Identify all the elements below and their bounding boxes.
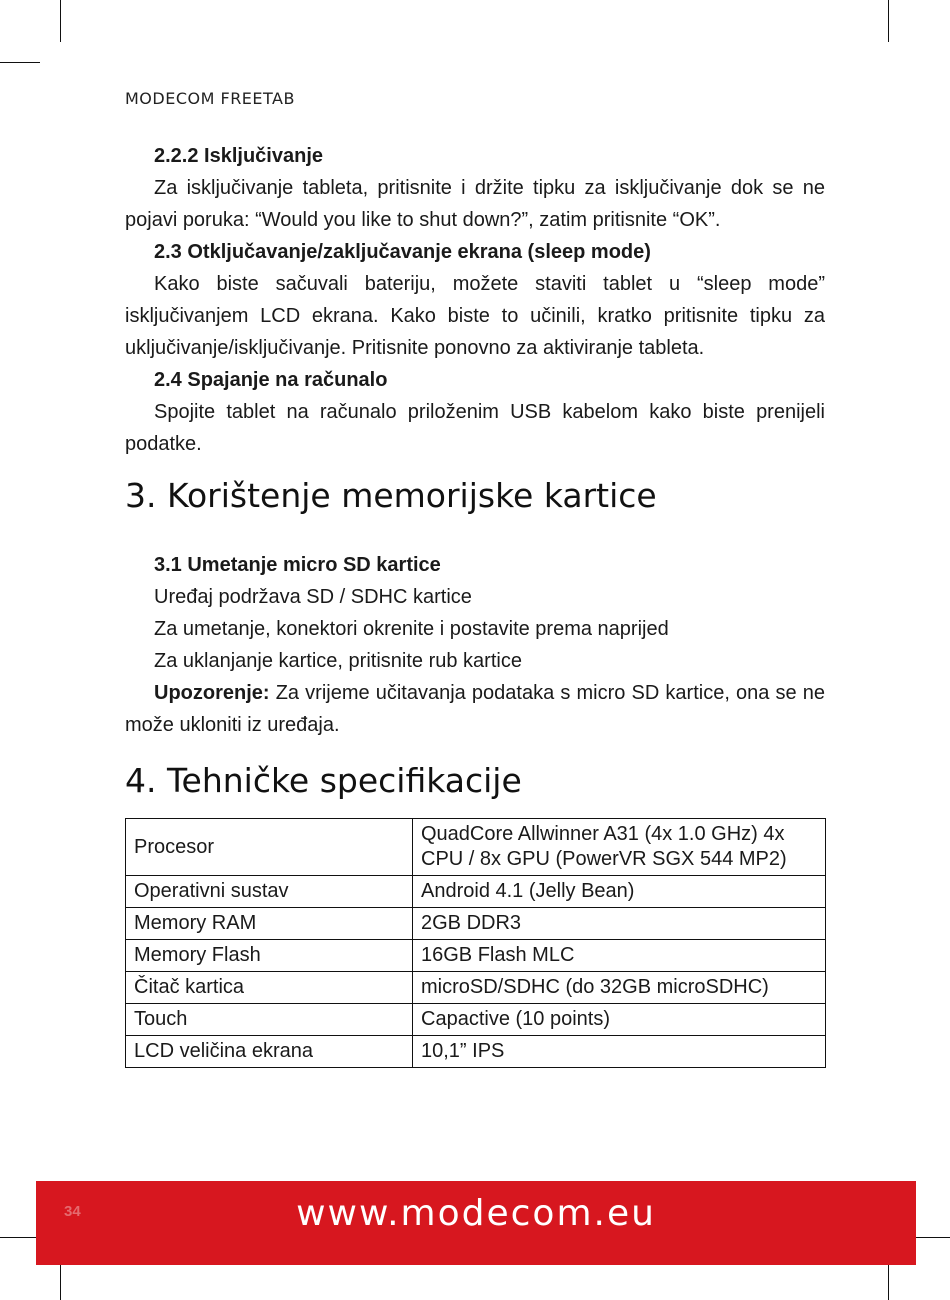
spec-key: Memory Flash xyxy=(126,940,413,972)
section-2-3-text: Kako biste sačuvali bateriju, možete staviti tablet u “sleep mode” isključivanjem LCD ekrana. Kako biste to učinili, kratko pritisnite tipku za uključivanje/isključivanje. Pritisnite ponovno za aktiviranje tableta. xyxy=(125,273,825,359)
section-3-1-title: 3.1 Umetanje micro SD kartice xyxy=(154,554,441,576)
section-4-heading: 4. Tehničke specifikacije xyxy=(125,761,522,800)
section-3-1-line: Za umetanje, konektori okrenite i postavite prema naprijed xyxy=(154,618,669,640)
spec-key: Operativni sustav xyxy=(126,876,413,908)
table-row xyxy=(126,819,826,876)
spec-value: 2GB DDR3 xyxy=(413,908,826,940)
warning-label: Upozorenje: xyxy=(154,682,270,704)
spec-value: 16GB Flash MLC xyxy=(413,940,826,972)
table-row xyxy=(126,972,826,1004)
table-row xyxy=(126,908,826,940)
spec-key: LCD veličina ekrana xyxy=(126,1036,413,1068)
spec-value: QuadCore Allwinner A31 (4x 1.0 GHz) 4x CPU / 8x GPU (PowerVR SGX 544 MP2) xyxy=(413,819,826,876)
table-row xyxy=(126,1004,826,1036)
section-3-1-line: Uređaj podržava SD / SDHC kartice xyxy=(154,586,472,608)
page-content xyxy=(125,140,825,1068)
warning-text: Za vrijeme učitavanja podataka s micro SD kartice, ona se ne može ukloniti iz uređaja. xyxy=(125,682,825,736)
spec-key: Čitač kartica xyxy=(126,972,413,1004)
crop-mark xyxy=(888,0,889,42)
warning-paragraph xyxy=(125,677,825,741)
footer-url[interactable]: www.modecom.eu xyxy=(296,1193,656,1234)
section-3-1-line: Za uklanjanje kartice, pritisnite rub kartice xyxy=(154,650,522,672)
spec-value: Capactive (10 points) xyxy=(413,1004,826,1036)
table-row xyxy=(126,1036,826,1068)
crop-mark xyxy=(0,1237,40,1238)
spec-key: Procesor xyxy=(126,819,413,876)
crop-mark xyxy=(0,62,40,63)
page-number: 34 xyxy=(64,1203,81,1220)
spec-value: 10,1” IPS xyxy=(413,1036,826,1068)
section-2-3-title: 2.3 Otključavanje/zaključavanje ekrana (sleep mode) xyxy=(154,241,651,263)
spec-value: microSD/SDHC (do 32GB microSDHC) xyxy=(413,972,826,1004)
spec-key: Touch xyxy=(126,1004,413,1036)
section-2-4-text: Spojite tablet na računalo priloženim USB kabelom kako biste prenijeli podatke. xyxy=(125,401,825,455)
table-row xyxy=(126,876,826,908)
footer-bar xyxy=(36,1181,916,1265)
spec-key: Memory RAM xyxy=(126,908,413,940)
section-2-2-2-title: 2.2.2 Isključivanje xyxy=(154,145,323,167)
section-2-2-2-text: Za isključivanje tableta, pritisnite i držite tipku za isključivanje dok se ne pojavi poruka: “Would you like to shut down?”, zatim pritisnite “OK”. xyxy=(125,177,825,231)
section-3-heading: 3. Korištenje memorijske kartice xyxy=(125,476,657,515)
crop-mark xyxy=(60,0,61,42)
table-row xyxy=(126,940,826,972)
crop-mark xyxy=(910,1237,950,1238)
section-2-4-title: 2.4 Spajanje na računalo xyxy=(154,369,388,391)
spec-value: Android 4.1 (Jelly Bean) xyxy=(413,876,826,908)
running-header: MODECOM FREETAB xyxy=(125,89,295,108)
specs-table xyxy=(125,818,826,1068)
